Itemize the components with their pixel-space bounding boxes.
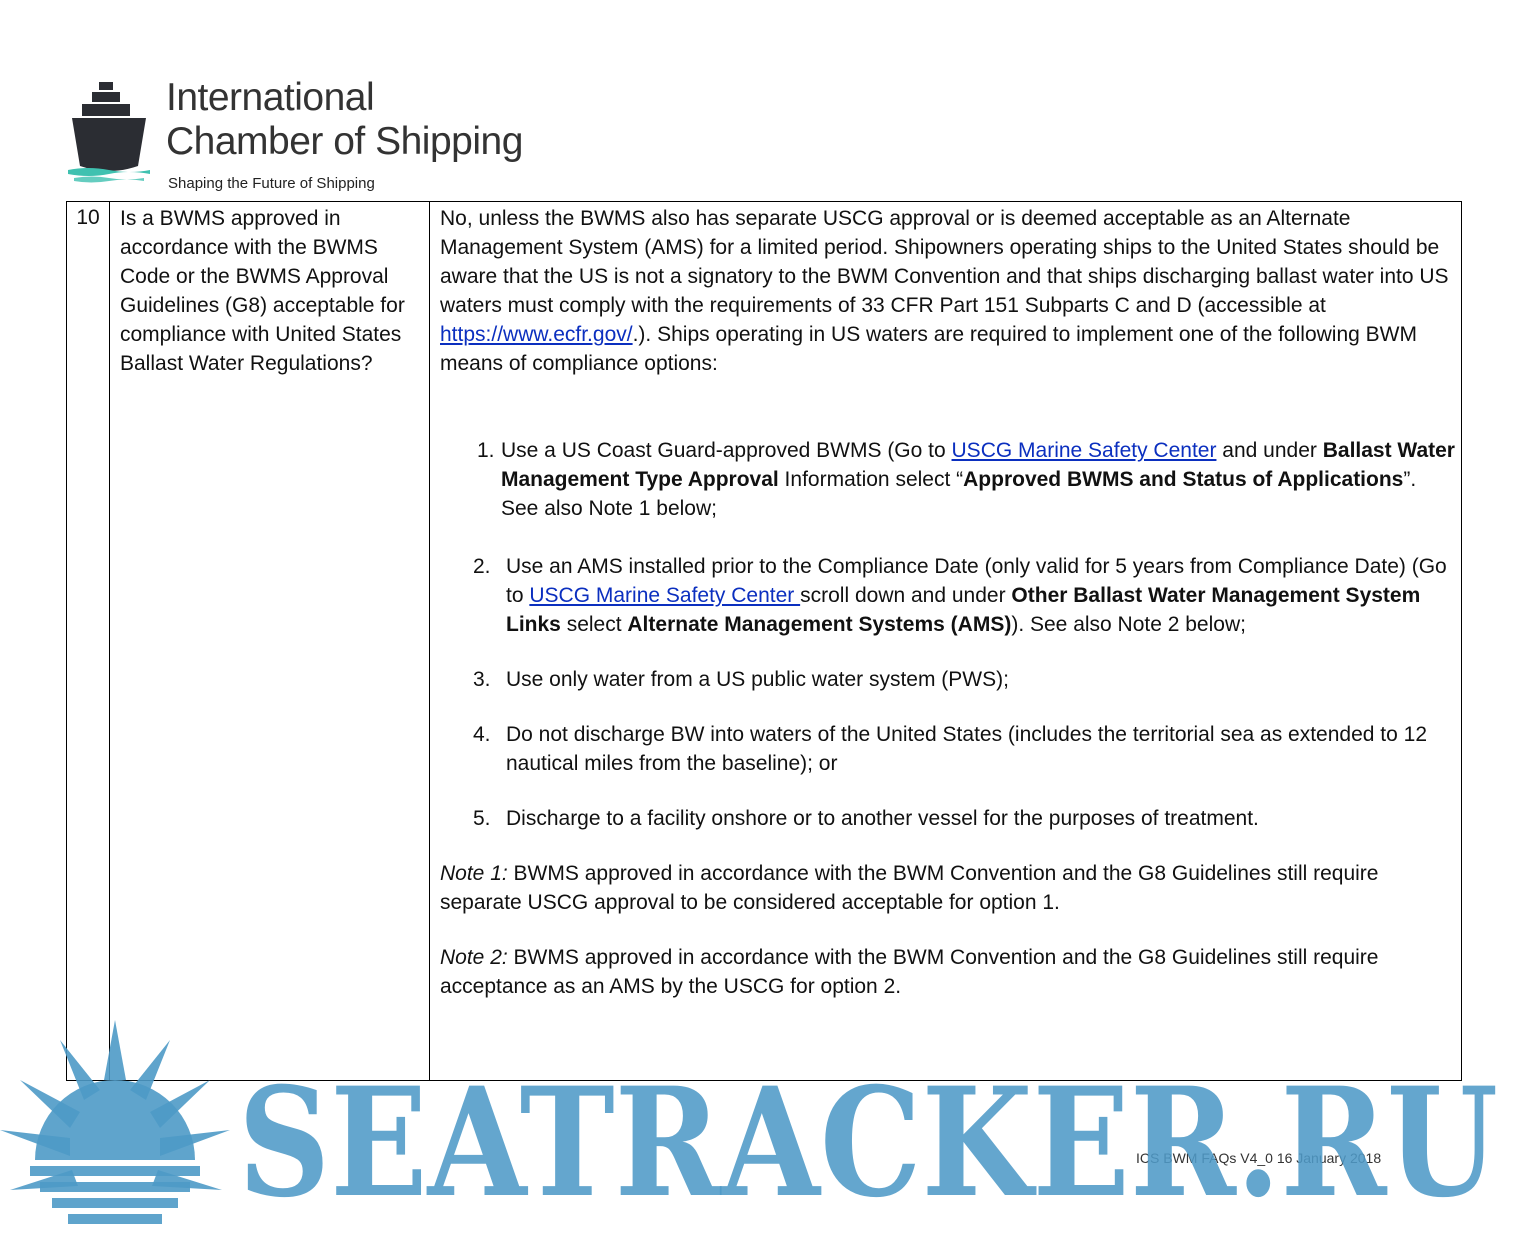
- note-2-label: Note 2:: [440, 946, 508, 969]
- item-text: ”. See also Note 1 below;: [501, 468, 1417, 520]
- item-text: select: [560, 613, 628, 636]
- note-2-text: BWMS approved in accordance with the BWM Convention and the G8 Guidelines still require acceptance as an AMS by the USCG for option 2.: [440, 946, 1379, 998]
- list-item: [440, 720, 1456, 778]
- list-item-number: 1.: [477, 439, 495, 462]
- uscg-msc-link[interactable]: USCG Marine Safety Center: [951, 439, 1217, 462]
- list-item-number: 2.: [473, 555, 491, 578]
- list-item-number: 3.: [473, 668, 491, 691]
- note-1-text: BWMS approved in accordance with the BWM Convention and the G8 Guidelines still require separate USCG approval to be considered acceptable for option 1.: [440, 862, 1379, 914]
- uscg-msc-link[interactable]: USCG Marine Safety Center: [529, 584, 801, 607]
- column-divider: [109, 202, 110, 1080]
- watermark-text: SEATRACKER.RU: [238, 1055, 1498, 1231]
- item-text: Use a US Coast Guard-approved BWMS (Go to: [501, 439, 952, 462]
- list-item-number: 5.: [473, 807, 491, 830]
- list-item: [440, 552, 1456, 639]
- intro-text-after: .). Ships operating in US waters are required to implement one of the following BWM means of compliance options:: [440, 323, 1417, 375]
- list-item: [440, 665, 1456, 694]
- item-text: Information select “: [778, 468, 964, 491]
- item-text: Use only water from a US public water system (PWS);: [506, 668, 1009, 691]
- org-tagline: Shaping the Future of Shipping: [168, 175, 375, 192]
- column-divider: [429, 202, 430, 1080]
- item-bold-text: Alternate Management Systems (AMS): [627, 613, 1012, 636]
- item-text: Use an AMS installed prior to the Compliance Date (only valid for 5 years from Compliance Date) (Go to: [506, 555, 1447, 607]
- note-2: [440, 943, 1456, 1001]
- footer-doc-reference: ICS BWM FAQs V4_0 16 January 2018: [1136, 1150, 1382, 1166]
- question-text: Is a BWMS approved in accordance with the BWMS Code or the BWMS Approval Guidelines (G8) acceptable for compliance with United States Ballast Water Regulations?: [120, 207, 405, 375]
- list-item: [440, 436, 1456, 523]
- question-number: 10: [76, 206, 100, 229]
- ecfr-link[interactable]: https://www.ecfr.gov/: [440, 323, 633, 346]
- note-1-label: Note 1:: [440, 862, 508, 885]
- ics-logo: [68, 76, 588, 196]
- faq-table: [66, 201, 1462, 1081]
- item-bold-text: Other Ballast Water Management System Links: [506, 584, 1421, 636]
- note-1: [440, 859, 1456, 917]
- sun-burst-icon: [0, 1020, 230, 1224]
- seatracker-watermark: [0, 1010, 1521, 1241]
- answer-intro: [440, 204, 1456, 378]
- intro-text: No, unless the BWMS also has separate USCG approval or is deemed acceptable as an Alternate Management System (AMS) for a limited period. Shipowners operating ships to the United States should be aware that the US is not a signatory to the BWM Convention and that ships discharging ballast water into US waters must comply with the requirements of 33 CFR Part 151 Subparts C and D (accessible at: [440, 207, 1449, 317]
- org-name-line2: Chamber of Shipping: [166, 120, 523, 163]
- list-item: [440, 804, 1456, 833]
- item-text: Do not discharge BW into waters of the United States (includes the territorial sea as extended to 12 nautical miles from the baseline); or: [506, 723, 1427, 775]
- item-text: and under: [1216, 439, 1323, 462]
- org-name-line1: International: [166, 76, 375, 119]
- item-text: ). See also Note 2 below;: [1011, 613, 1246, 636]
- item-text: scroll down and under: [800, 584, 1012, 607]
- ship-logo-icon: [68, 80, 150, 184]
- item-bold-text: Approved BWMS and Status of Applications: [963, 468, 1404, 491]
- list-item-number: 4.: [473, 723, 491, 746]
- item-text: Discharge to a facility onshore or to another vessel for the purposes of treatment.: [506, 807, 1259, 830]
- answer-cell: [440, 204, 1456, 1001]
- item-bold-text: Ballast Water Management Type Approval: [501, 439, 1455, 491]
